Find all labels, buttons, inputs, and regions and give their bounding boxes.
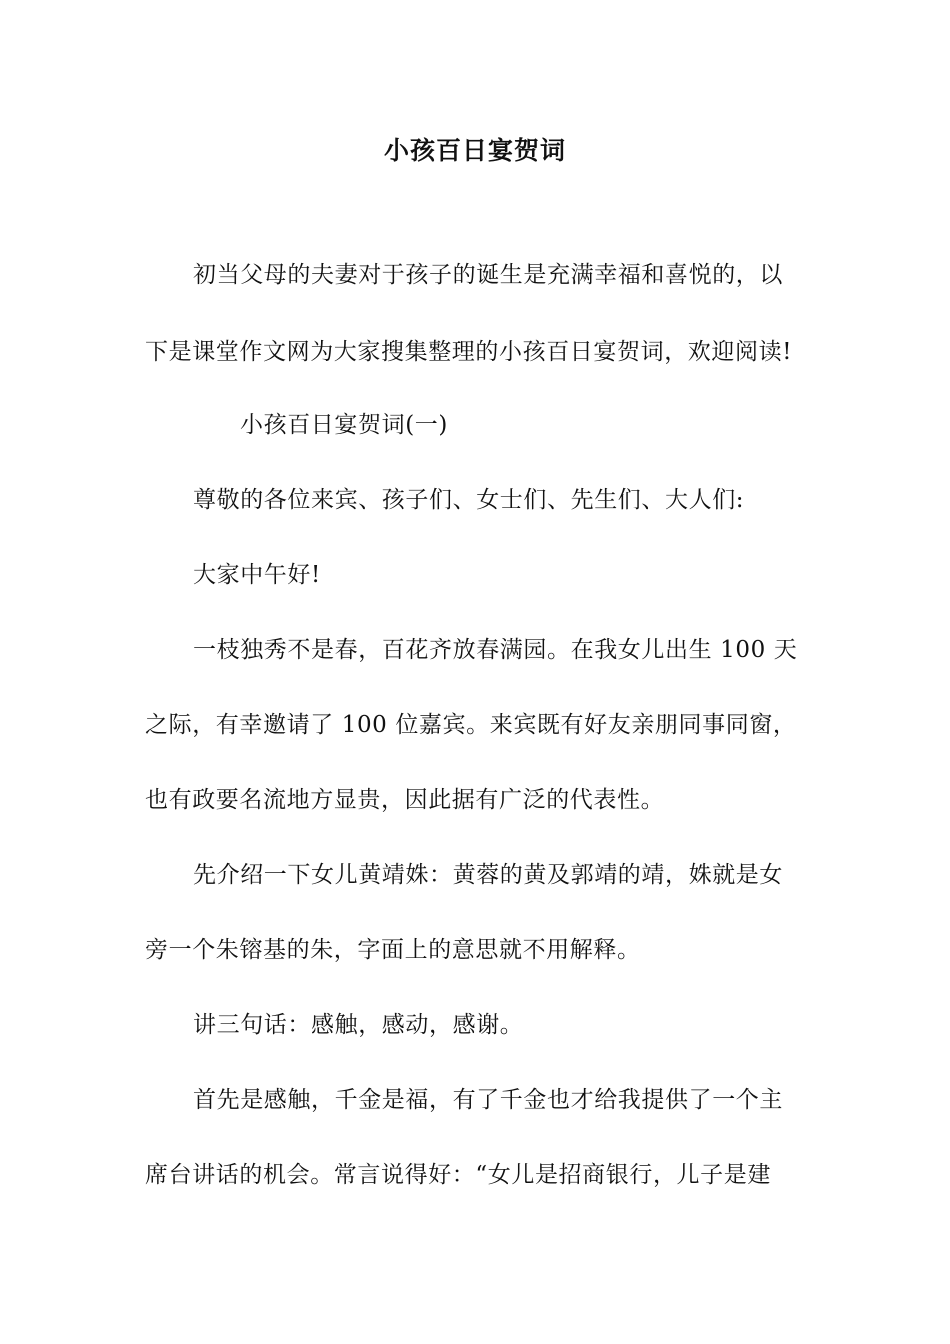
paragraph-line: 尊敬的各位来宾、孩子们、女士们、先生们、大人们: <box>193 487 745 513</box>
paragraph-line: 下是课堂作文网为大家搜集整理的小孩百日宴贺词，欢迎阅读! <box>145 339 793 365</box>
paragraph-line: 讲三句话：感触，感动，感谢。 <box>193 1012 524 1038</box>
paragraph-line: 之际，有幸邀请了 100 位嘉宾。来宾既有好友亲朋同事同窗， <box>145 712 797 738</box>
paragraph-line: 首先是感触，千金是福，有了千金也才给我提供了一个主 <box>193 1087 783 1113</box>
document-title: 小孩百日宴贺词 <box>383 136 566 165</box>
paragraph-line: 初当父母的夫妻对于孩子的诞生是充满幸福和喜悦的，以 <box>193 262 783 288</box>
paragraph-line: 也有政要名流地方显贵，因此据有广泛的代表性。 <box>145 787 665 813</box>
paragraph-line: 席台讲话的机会。常言说得好：“女儿是招商银行，儿子是建 <box>145 1162 771 1188</box>
paragraph-line: 旁一个朱镕基的朱，字面上的意思就不用解释。 <box>145 937 641 963</box>
paragraph-line: 大家中午好! <box>193 562 321 588</box>
section-heading: 小孩百日宴贺词(一) <box>240 412 448 438</box>
paragraph-line: 一枝独秀不是春，百花齐放春满园。在我女儿出生 100 天 <box>193 637 798 663</box>
paragraph-line: 先介绍一下女儿黄靖姝：黄蓉的黄及郭靖的靖，姝就是女 <box>193 862 783 888</box>
